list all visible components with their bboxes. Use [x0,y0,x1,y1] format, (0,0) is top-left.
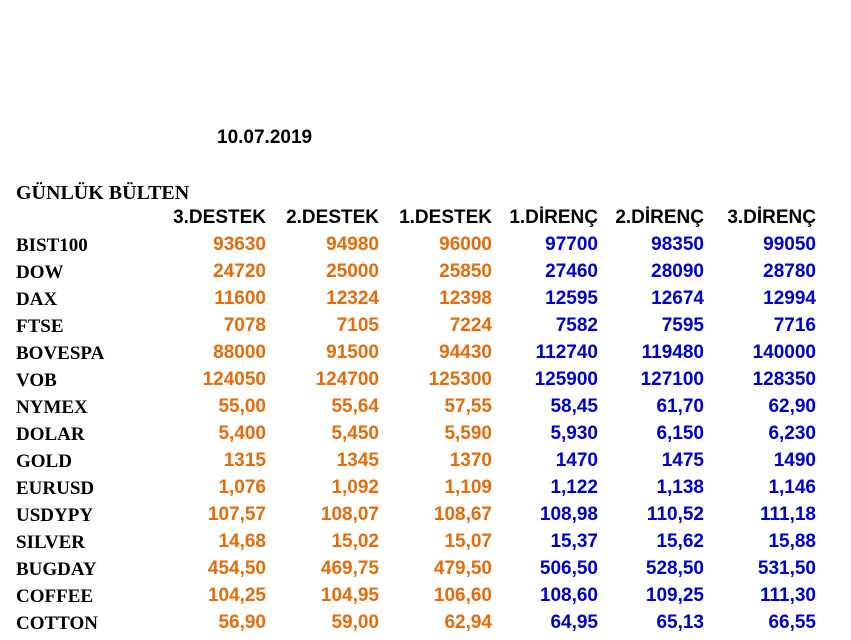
instrument-name: DOLAR [16,424,85,445]
support-value: 93630 [213,234,266,255]
support-value: 15,07 [444,531,492,552]
resistance-value: 1490 [773,450,816,471]
resistance-value: 7716 [773,315,816,336]
resistance-value: 12595 [545,288,598,309]
instrument-name: FTSE [16,316,64,337]
support-value: 7224 [449,315,492,336]
support-value: 96000 [439,234,492,255]
support-value: 7105 [336,315,379,336]
resistance-value: 125900 [534,369,598,390]
support-value: 469,75 [320,558,379,579]
resistance-value: 61,70 [656,396,704,417]
table-row [0,504,851,531]
table-row [0,261,851,288]
support-value: 454,50 [207,558,266,579]
support-value: 88000 [213,342,266,363]
resistance-value: 65,13 [656,612,704,633]
support-value: 57,55 [444,396,492,417]
resistance-value: 119480 [641,342,704,363]
resistance-value: 109,25 [645,585,704,606]
instrument-name: USDYPY [16,505,94,526]
resistance-value: 15,62 [656,531,704,552]
resistance-value: 64,95 [550,612,598,633]
instrument-name: DAX [16,289,58,310]
support-value: 479,50 [433,558,492,579]
support-value: 124700 [315,369,379,390]
resistance-value: 1,146 [768,477,816,498]
support-value: 55,64 [331,396,379,417]
instrument-name: DOW [16,262,64,283]
support-value: 125300 [428,369,492,390]
support-value: 94430 [439,342,492,363]
resistance-value: 99050 [763,234,816,255]
support-value: 124050 [202,369,266,390]
resistance-value: 6,150 [656,423,704,444]
resistance-value: 7582 [555,315,598,336]
support-value: 104,25 [207,585,266,606]
instrument-name: SILVER [16,532,86,553]
table-row [0,450,851,477]
support-value: 107,57 [207,504,266,525]
table-row [0,315,851,342]
header-resistance-3: 3.DİRENÇ [727,207,816,228]
resistance-value: 127100 [640,369,704,390]
resistance-value: 506,50 [539,558,598,579]
resistance-value: 1470 [555,450,598,471]
instrument-name: EURUSD [16,478,95,499]
header-resistance-2: 2.DİRENÇ [615,207,704,228]
table-row [0,396,851,423]
resistance-value: 66,55 [768,612,816,633]
resistance-value: 108,60 [539,585,598,606]
resistance-value: 98350 [651,234,704,255]
resistance-value: 1475 [661,450,704,471]
bulletin-table [0,234,851,639]
table-row [0,558,851,585]
resistance-value: 140000 [752,342,816,363]
table-row [0,585,851,612]
support-value: 14,68 [218,531,266,552]
support-value: 91500 [326,342,379,363]
resistance-value: 97700 [545,234,598,255]
bulletin-title: GÜNLÜK BÜLTEN [16,182,190,204]
table-row [0,612,851,639]
instrument-name: BOVESPA [16,343,105,364]
support-value: 1315 [223,450,266,471]
support-value: 1345 [336,450,379,471]
resistance-value: 62,90 [768,396,816,417]
support-value: 1,092 [331,477,379,498]
resistance-value: 111,30 [759,585,816,606]
table-row [0,423,851,450]
column-header-row [0,207,851,234]
resistance-value: 12674 [651,288,704,309]
instrument-name: COFFEE [16,586,94,607]
resistance-value: 15,88 [768,531,816,552]
table-row [0,234,851,261]
resistance-value: 27460 [545,261,598,282]
resistance-value: 58,45 [550,396,598,417]
resistance-value: 528,50 [645,558,704,579]
support-value: 94980 [326,234,379,255]
support-value: 12398 [439,288,492,309]
support-value: 5,450 [331,423,379,444]
resistance-value: 12994 [763,288,816,309]
table-row [0,288,851,315]
instrument-name: BIST100 [16,235,88,256]
resistance-value: 28090 [651,261,704,282]
support-value: 1,076 [218,477,266,498]
instrument-name: BUGDAY [16,559,97,580]
support-value: 24720 [213,261,266,282]
instrument-name: VOB [16,370,57,391]
resistance-value: 28780 [763,261,816,282]
resistance-value: 7595 [661,315,704,336]
support-value: 12324 [326,288,379,309]
bulletin-date: 10.07.2019 [217,127,313,148]
support-value: 5,400 [218,423,266,444]
header-support-1: 1.DESTEK [399,207,492,228]
resistance-value: 531,50 [757,558,816,579]
resistance-value: 112740 [535,342,598,363]
instrument-name: GOLD [16,451,72,472]
support-value: 5,590 [444,423,492,444]
table-row [0,369,851,396]
support-value: 56,90 [218,612,266,633]
support-value: 11600 [214,288,266,309]
support-value: 25000 [326,261,379,282]
header-resistance-1: 1.DİRENÇ [509,207,598,228]
resistance-value: 1,122 [550,477,598,498]
support-value: 59,00 [331,612,379,633]
support-value: 1370 [449,450,492,471]
support-value: 108,67 [433,504,492,525]
resistance-value: 108,98 [539,504,598,525]
support-value: 106,60 [433,585,492,606]
instrument-name: NYMEX [16,397,88,418]
support-value: 62,94 [444,612,492,633]
header-support-2: 2.DESTEK [286,207,379,228]
support-value: 104,95 [320,585,379,606]
resistance-value: 128350 [752,369,816,390]
support-value: 15,02 [331,531,379,552]
resistance-value: 111,18 [759,504,816,525]
resistance-value: 15,37 [550,531,598,552]
support-value: 7078 [223,315,266,336]
instrument-name: COTTON [16,613,99,634]
table-row [0,531,851,558]
resistance-value: 1,138 [656,477,704,498]
support-value: 108,07 [320,504,379,525]
header-support-3: 3.DESTEK [173,207,266,228]
table-row [0,477,851,504]
support-value: 55,00 [218,396,266,417]
resistance-value: 110,52 [646,504,704,525]
table-row [0,342,851,369]
resistance-value: 5,930 [550,423,598,444]
support-value: 25850 [439,261,492,282]
resistance-value: 6,230 [768,423,816,444]
support-value: 1,109 [444,477,492,498]
